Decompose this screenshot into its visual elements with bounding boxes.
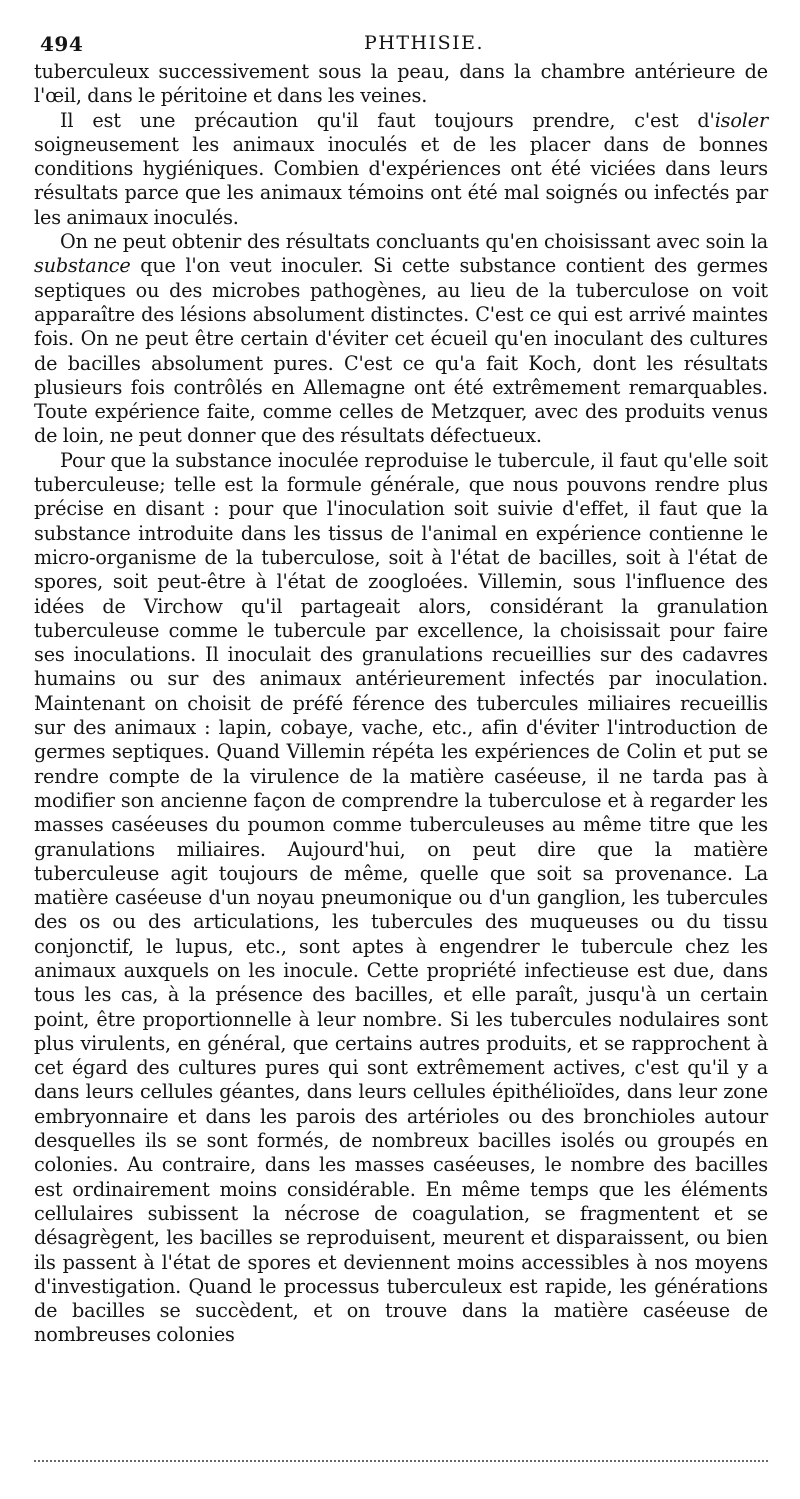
paragraph-isolation-precaution — [34, 109, 768, 230]
running-title: PHTHISIE. — [364, 32, 485, 54]
paragraph-text-segment: On ne peut obtenir des résultats concluants qu'en choisissant avec soin la — [60, 230, 768, 254]
paragraph-tubercle-reproduction — [34, 449, 768, 1348]
running-head — [34, 32, 768, 58]
paragraph-text-segment: Il est une précaution qu'il faut toujours prendre, c'est d' — [60, 108, 715, 132]
body-text — [34, 60, 768, 1348]
footer-dotted-rule — [34, 1460, 768, 1462]
paragraph-substance-choice — [34, 230, 768, 449]
paragraph-text: tuberculeux successivement sous la peau, dans la chambre antérieure de l'œil, dans le péritoine et dans les veines. — [34, 60, 768, 108]
paragraph-text: Pour que la substance inoculée reproduise le tubercule, il faut qu'elle soit tuberculeuse; telle est la formule générale, que nous pouvons rendre plus précise en disant : pour que l'inoculation soit suivie d'effet, il faut que la substance introduite dans les tissus de l'animal en expérience contienne le micro-organisme de la tuberculose, soit à l'état de bacilles, soit à l'état de spores, soit peut-être à l'état de zoogloées. Villemin, sous l'influence des idées de Virchow qu'il partageait alors, considérant la granulation tuberculeuse comme le tubercule par excellence, la choisissait pour faire ses inoculations. Il inoculait des granulations recueillies sur des cadavres humains ou sur des animaux antérieurement infectés par inoculation. Maintenant on choisit de préfé férence des tubercules miliaires recueillis sur des animaux : lapin, cobaye, vache, etc., afin d'éviter l'introduction de germes septiques. Quand Villemin répéta les expériences de Colin et put se rendre compte de la virulence de la matière caséeuse, il ne tarda pas à modifier son ancienne façon de comprendre la tuberculose et à regarder les masses caséeuses du poumon comme tuberculeuses au même titre que les granulations miliaires. Aujourd'hui, on peut dire que la matière tuberculeuse agit toujours de même, quelle que soit sa provenance. La matière caséeuse d'un noyau pneumonique ou d'un ganglion, les tubercules des os ou des articulations, les tubercules des muqueuses ou du tissu conjonctif, le lupus, etc., sont aptes à engendrer le tubercule chez les animaux auxquels on les inocule. Cette propriété infectieuse est due, dans tous les cas, à la présence des bacilles, et elle paraît, jusqu'à un certain point, être proportionnelle à leur nombre. Si les tubercules nodulaires sont plus virulents, en général, que certains autres produits, et se rapprochent à cet égard des cultures pures qui sont extrêmement actives, c'est qu'il y a dans leurs cellules géantes, dans leurs cellules épithélioïdes, dans leur zone embryonnaire et dans les parois des artérioles ou des bronchioles autour desquelles ils se sont formés, de nombreux bacilles isolés ou groupés en colonies. Au contraire, dans les masses caséeuses, le nombre des bacilles est ordinairement moins considérable. En même temps que les éléments cellulaires subissent la nécrose de coagulation, se fragmentent et se désagrègent, les bacilles se reproduisent, meurent et disparaissent, ou bien ils passent à l'état de spores et deviennent moins accessibles à nos moyens d'investigation. Quand le processus tuberculeux est rapide, les générations de bacilles se succèdent, et on trouve dans la matière caséeuse de nombreuses colonies — [34, 448, 768, 1347]
paragraph-continuation — [34, 60, 768, 109]
emphasis-substance: substance — [34, 254, 131, 278]
page-number: 494 — [40, 32, 84, 56]
paragraph-text-segment: que l'on veut inoculer. Si cette substance contient des germes septiques ou des microbes pathogènes, au lieu de la tuberculose on voit apparaître des lésions absolument distinctes. C'est ce qui est arrivé maintes fois. On ne peut être certain d'éviter cet écueil qu'en inoculant des cultures de bacilles absolument pures. C'est ce qu'a fait Koch, dont les résultats plusieurs fois contrôlés en Allemagne ont été extrêmement remarquables. Toute expérience faite, comme celles de Metzquer, avec des produits venus de loin, ne peut donner que des résultats défectueux. — [34, 254, 768, 448]
emphasis-isoler: isoler — [714, 108, 768, 132]
paragraph-text-segment: soigneusement les animaux inoculés et de les placer dans de bonnes conditions hygiéniques. Combien d'expériences ont été viciées dans leurs résultats parce que les animaux témoins ont été mal soignés ou infectés par les animaux inoculés. — [34, 132, 768, 229]
